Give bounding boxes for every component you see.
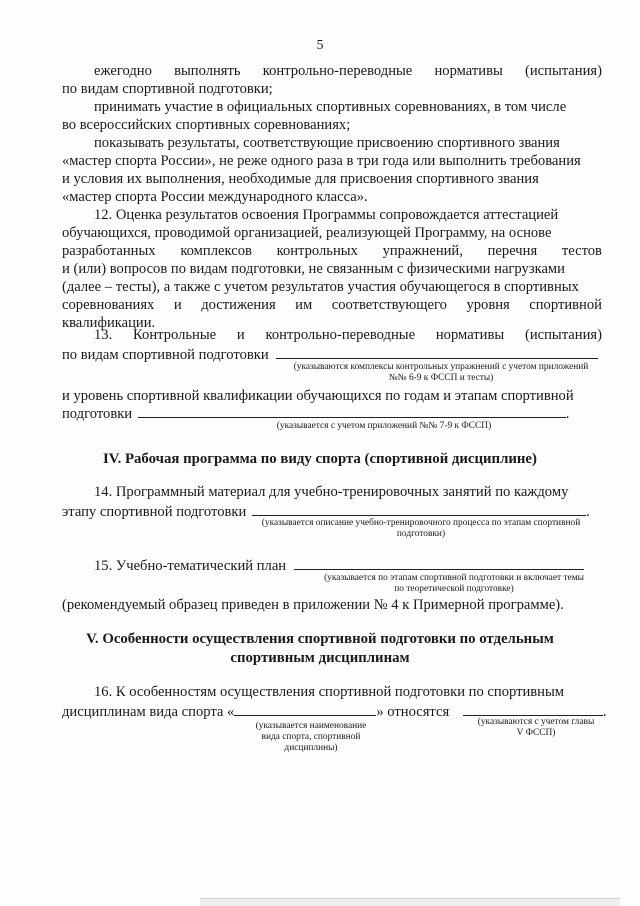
- word: комплексов: [180, 243, 252, 259]
- caption: (указываются комплексы контрольных упражнений с учетом приложений: [293, 362, 589, 372]
- word: перечня: [487, 243, 538, 259]
- blank-field[interactable]: [294, 556, 584, 570]
- word: 13.: [94, 327, 113, 343]
- section-heading: V. Особенности осуществления спортивной подготовки по отдельным: [86, 631, 554, 647]
- item12-line6: [62, 297, 602, 314]
- word: (испытания): [524, 327, 602, 343]
- word: им: [295, 297, 313, 313]
- section-heading: IV. Рабочая программа по виду спорта (спортивной дисциплине): [103, 451, 537, 467]
- caption: (указываются с учетом главы: [477, 717, 595, 727]
- caption: №№ 6-9 к ФССП и тесты): [388, 373, 494, 383]
- word: разработанных: [62, 243, 156, 259]
- item14-line1: 14. Программный материал для учебно-тренировочных занятий по каждому: [94, 484, 569, 500]
- item12-line2: обучающихся, проводимой организацией, реализующей Программу, на основе: [62, 225, 552, 241]
- item12-line1: 12. Оценка результатов освоения Программы сопровождается аттестацией: [94, 207, 559, 223]
- label: дисциплинам вида спорта «: [62, 704, 235, 720]
- block1-line4: во всероссийских спортивных соревнованиях;: [62, 117, 351, 133]
- block1-line7: и условия их выполнения, необходимые для присвоения спортивного звания: [62, 171, 539, 187]
- blank-field[interactable]: [138, 404, 566, 418]
- word: нормативы: [435, 327, 505, 343]
- block1-line3: принимать участие в официальных спортивных соревнованиях, в том числе: [94, 99, 567, 115]
- item13-line1: [62, 327, 602, 344]
- caption: (указывается по этапам спортивной подготовки и включает темы: [324, 573, 584, 583]
- word: соответствующего: [331, 297, 447, 313]
- blank-field[interactable]: [252, 502, 586, 516]
- word: достижения: [201, 297, 276, 313]
- punct: .: [585, 504, 590, 520]
- block1-line6: «мастер спорта России», не реже одного раза в три года или выполнить требования: [62, 153, 581, 169]
- word: Контрольные: [133, 327, 217, 343]
- caption: вида спорта, спортивной: [261, 732, 361, 742]
- label: этапу спортивной подготовки: [62, 504, 247, 520]
- word: тестов: [561, 243, 602, 259]
- page-number: 5: [316, 38, 324, 53]
- label: 15. Учебно-тематический план: [94, 558, 287, 574]
- word: и: [173, 297, 182, 313]
- word: выполнять: [174, 63, 241, 79]
- punct: .: [565, 406, 570, 422]
- label: » относятся: [376, 704, 450, 720]
- block1-line8: «мастер спорта России международного класса».: [62, 189, 368, 205]
- label: по видам спортивной подготовки: [62, 347, 269, 363]
- block1-line2: по видам спортивной подготовки;: [62, 81, 273, 97]
- block1-line1: [62, 63, 602, 80]
- word: соревнованиях: [62, 297, 155, 313]
- word: нормативы: [434, 63, 503, 79]
- caption: дисциплины): [284, 743, 338, 753]
- item12-line7: квалификации.: [62, 315, 156, 331]
- word: спортивной: [529, 297, 602, 313]
- item16-line1: 16. К особенностям осуществления спортивной подготовки по спортивным: [94, 684, 565, 700]
- word: (испытания): [524, 63, 602, 79]
- word: контрольно-переводные: [265, 327, 416, 343]
- blank-field[interactable]: [276, 345, 598, 359]
- block1-line5: показывать результаты, соответствующие присвоению спортивного звания: [94, 135, 560, 151]
- punct: .: [602, 704, 607, 720]
- caption: (указывается с учетом приложений №№ 7-9 к ФССП): [276, 421, 492, 431]
- word: и: [236, 327, 245, 343]
- caption: V ФССП): [516, 728, 556, 738]
- blank-field[interactable]: [234, 702, 376, 716]
- word: уровня: [466, 297, 510, 313]
- item13-line3: и уровень спортивной квалификации обучающихся по годам и этапам спортивной: [62, 388, 574, 404]
- item12-line4: и (или) вопросов по видам подготовки, не связанным с физическими нагрузками: [62, 261, 565, 277]
- caption: (указывается описание учебно-тренировочного процесса по этапам спортивной: [261, 518, 581, 528]
- word: контрольно-переводные: [262, 63, 413, 79]
- label: подготовки: [62, 406, 133, 422]
- word: ежегодно: [94, 63, 152, 79]
- item12-line5: (далее – тесты), а также с учетом результатов участия обучающегося в спортивных: [62, 279, 579, 295]
- blank-field[interactable]: [463, 702, 603, 716]
- caption: по теоретической подготовке): [394, 584, 514, 594]
- caption: подготовки): [396, 529, 446, 539]
- word: упражнений,: [382, 243, 463, 259]
- caption: (указывается наименование: [255, 721, 367, 731]
- section-heading-cont: спортивным дисциплинам: [230, 650, 410, 666]
- item12-line3: [62, 243, 602, 260]
- item15-line2: (рекомендуемый образец приведен в приложении № 4 к Примерной программе).: [62, 597, 564, 613]
- word: контрольных: [276, 243, 358, 259]
